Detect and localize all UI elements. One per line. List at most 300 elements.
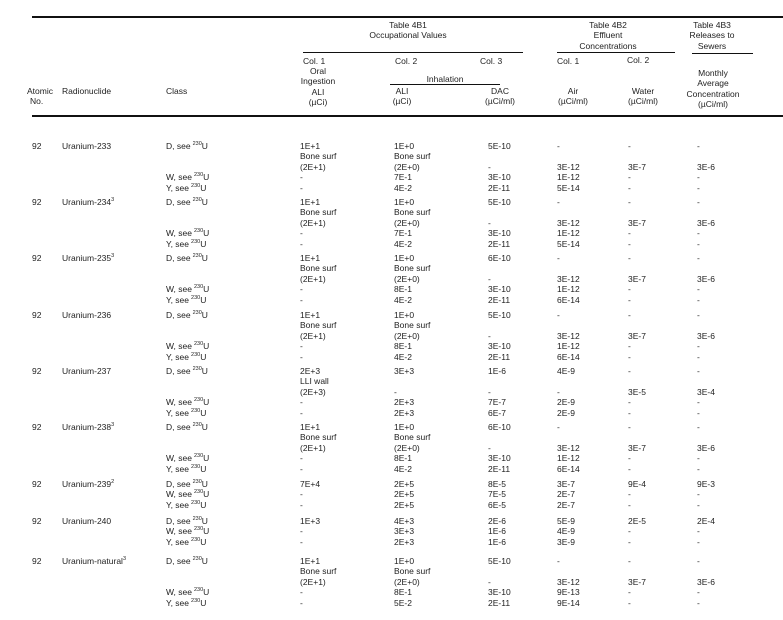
table-row bbox=[0, 453, 783, 463]
oral-ali-value: Bone surf bbox=[300, 263, 337, 274]
inhalation-ali-value: 7E-1 bbox=[394, 228, 412, 239]
table-row bbox=[0, 253, 783, 263]
class-cell bbox=[166, 422, 208, 432]
isotope-mass: 230 bbox=[192, 422, 202, 428]
class-cell bbox=[166, 479, 208, 489]
element-symbol: U bbox=[201, 422, 208, 432]
water-value: 3E-7 bbox=[628, 330, 646, 341]
oral-ali-value: (2E+1) bbox=[300, 217, 326, 228]
class-cell bbox=[166, 537, 206, 547]
sewer-conc-value: - bbox=[697, 453, 700, 464]
table-row bbox=[0, 228, 783, 238]
oral-ali-value: 7E+4 bbox=[300, 479, 321, 489]
sewer-conc-value: - bbox=[697, 397, 700, 408]
atomic-number: 92 bbox=[32, 556, 42, 566]
element-symbol: U bbox=[203, 397, 210, 408]
air-value: - bbox=[557, 310, 560, 320]
table-row bbox=[0, 331, 783, 341]
air-value: 4E-9 bbox=[557, 366, 575, 376]
sewer-conc-value: - bbox=[697, 253, 700, 263]
col2-4b2-label: Col. 2 bbox=[627, 55, 650, 65]
table-4b3-title: Table 4B3 Releases to Sewers bbox=[689, 20, 735, 51]
class-prefix: W, see bbox=[166, 284, 192, 295]
oral-ali-value: 1E+1 bbox=[300, 556, 321, 566]
class-cell bbox=[166, 516, 208, 526]
air-value: 6E-14 bbox=[557, 294, 580, 305]
inhalation-ali-value: - bbox=[394, 386, 397, 397]
inhalation-ali-value: (2E+0) bbox=[394, 161, 420, 172]
table-row bbox=[0, 516, 783, 526]
sewer-conc-value: 3E-6 bbox=[697, 217, 715, 228]
element-symbol: U bbox=[201, 556, 208, 566]
air-value: 1E-12 bbox=[557, 228, 580, 239]
oral-ingestion-ali-header: Oral Ingestion ALI (µCi) bbox=[300, 66, 336, 108]
footnote-marker: 3 bbox=[111, 197, 115, 203]
table-row bbox=[0, 197, 783, 207]
sewer-conc-value: - bbox=[697, 284, 700, 295]
element-symbol: U bbox=[200, 238, 207, 249]
footnote-marker: 2 bbox=[111, 479, 115, 485]
table-4b2-title: Table 4B2 Effluent Concentrations bbox=[579, 20, 637, 51]
col1-4b1-label: Col. 1 bbox=[303, 56, 326, 66]
class-cell bbox=[166, 239, 206, 249]
oral-ali-value: - bbox=[300, 294, 303, 305]
water-value: - bbox=[628, 587, 631, 598]
table-row bbox=[0, 162, 783, 172]
inhalation-ali-value: 3E+3 bbox=[394, 526, 415, 537]
inhalation-ali-value: 8E-1 bbox=[394, 453, 412, 464]
oral-ali-value: - bbox=[300, 536, 303, 547]
class-cell bbox=[166, 408, 206, 418]
class-cell bbox=[166, 500, 206, 510]
class-cell bbox=[166, 598, 206, 608]
air-header: Air (µCi/ml) bbox=[558, 86, 588, 107]
atomic-number: 92 bbox=[32, 197, 42, 207]
inhalation-ali-value: (2E+0) bbox=[394, 442, 420, 453]
oral-ali-value: - bbox=[300, 499, 303, 510]
air-value: 2E-7 bbox=[557, 489, 575, 500]
radionuclide-group bbox=[0, 366, 783, 418]
dac-value: 1E-6 bbox=[488, 526, 506, 537]
inhalation-ali-value: 1E+0 bbox=[394, 556, 415, 566]
table-row bbox=[0, 376, 783, 386]
air-value: 1E-12 bbox=[557, 341, 580, 352]
inhalation-ali-value: 2E+5 bbox=[394, 479, 415, 489]
oral-ali-value: 1E+1 bbox=[300, 141, 321, 151]
water-value: - bbox=[628, 294, 631, 305]
inhalation-ali-header: ALI (µCi) bbox=[392, 86, 412, 107]
isotope-mass: 230 bbox=[192, 197, 202, 203]
class-prefix: D, see bbox=[166, 253, 191, 263]
air-value: 1E-12 bbox=[557, 172, 580, 183]
radionuclide-name-text: Uranium-234 bbox=[62, 197, 112, 207]
table-row bbox=[0, 310, 783, 320]
dac-value: 2E-11 bbox=[488, 238, 511, 249]
class-prefix: Y, see bbox=[166, 499, 190, 510]
table-row bbox=[0, 207, 783, 217]
table-row bbox=[0, 274, 783, 284]
class-cell bbox=[166, 253, 208, 263]
radionuclide-name bbox=[62, 422, 114, 432]
air-value: 9E-14 bbox=[557, 597, 580, 608]
element-symbol: U bbox=[201, 366, 208, 376]
dac-value: - bbox=[488, 217, 491, 228]
dac-value: 1E-6 bbox=[488, 536, 506, 547]
inhalation-ali-value: 8E-1 bbox=[394, 341, 412, 352]
table-row bbox=[0, 397, 783, 407]
class-prefix: W, see bbox=[166, 172, 192, 183]
oral-ali-value: - bbox=[300, 526, 303, 537]
dac-value: - bbox=[488, 386, 491, 397]
dac-value: 3E-10 bbox=[488, 341, 511, 352]
inhalation-ali-value: 7E-1 bbox=[394, 172, 412, 183]
table-row bbox=[0, 500, 783, 510]
inhalation-ali-value: Bone surf bbox=[394, 320, 431, 331]
class-prefix: D, see bbox=[166, 516, 191, 526]
dac-value: 2E-11 bbox=[488, 463, 511, 474]
dac-value: 6E-7 bbox=[488, 407, 506, 418]
class-prefix: D, see bbox=[166, 141, 191, 151]
inhalation-ali-value: Bone surf bbox=[394, 207, 431, 218]
table-row bbox=[0, 151, 783, 161]
inhalation-ali-value: Bone surf bbox=[394, 566, 431, 577]
inhalation-ali-value: 4E-2 bbox=[394, 182, 412, 193]
sewer-conc-value: 3E-4 bbox=[697, 386, 715, 397]
atomic-number: 92 bbox=[32, 479, 42, 489]
radionuclide-name bbox=[62, 310, 111, 320]
water-value: - bbox=[628, 536, 631, 547]
inhalation-ali-value: 4E-2 bbox=[394, 294, 412, 305]
oral-ali-value: (2E+1) bbox=[300, 442, 326, 453]
inhalation-ali-value: 1E+0 bbox=[394, 197, 415, 207]
col1-4b2-label: Col. 1 bbox=[557, 56, 580, 66]
water-value: - bbox=[628, 453, 631, 464]
inhalation-ali-value: 8E-1 bbox=[394, 587, 412, 598]
inhalation-ali-value: 3E+3 bbox=[394, 366, 415, 376]
inhalation-header: Inhalation bbox=[426, 74, 464, 84]
oral-ali-value: Bone surf bbox=[300, 207, 337, 218]
oral-ali-value: 1E+3 bbox=[300, 516, 321, 526]
table-row bbox=[0, 526, 783, 536]
class-cell bbox=[166, 197, 208, 207]
element-symbol: U bbox=[203, 341, 210, 352]
sewer-conc-value: - bbox=[697, 182, 700, 193]
oral-ali-value: - bbox=[300, 587, 303, 598]
sewer-conc-value: - bbox=[697, 556, 700, 566]
radionuclide-group bbox=[0, 422, 783, 474]
class-cell bbox=[166, 366, 208, 376]
class-prefix: W, see bbox=[166, 526, 192, 537]
air-value: 5E-14 bbox=[557, 182, 580, 193]
table-row bbox=[0, 479, 783, 489]
dac-value: 3E-10 bbox=[488, 284, 511, 295]
air-value: 2E-9 bbox=[557, 407, 575, 418]
class-cell bbox=[166, 352, 206, 362]
table-row bbox=[0, 556, 783, 566]
table-row bbox=[0, 366, 783, 376]
radionuclide-group bbox=[0, 516, 783, 547]
sewer-conc-value: 3E-6 bbox=[697, 442, 715, 453]
water-value: - bbox=[628, 284, 631, 295]
water-value: - bbox=[628, 172, 631, 183]
table-row bbox=[0, 443, 783, 453]
table-row bbox=[0, 432, 783, 442]
dac-value: 3E-10 bbox=[488, 453, 511, 464]
inhalation-ali-value: (2E+0) bbox=[394, 576, 420, 587]
oral-ali-value: - bbox=[300, 228, 303, 239]
footnote-marker: 3 bbox=[111, 253, 115, 259]
air-value: - bbox=[557, 197, 560, 207]
radionuclide-header: Radionuclide bbox=[62, 86, 112, 96]
dac-value: 2E-6 bbox=[488, 516, 506, 526]
dac-value: 1E-6 bbox=[488, 366, 506, 376]
air-value: 3E-12 bbox=[557, 330, 580, 341]
air-value: - bbox=[557, 253, 560, 263]
isotope-mass: 230 bbox=[191, 294, 201, 301]
water-value: 3E-7 bbox=[628, 576, 646, 587]
air-value: 6E-14 bbox=[557, 463, 580, 474]
inhalation-ali-value: 8E-1 bbox=[394, 284, 412, 295]
air-value: 2E-7 bbox=[557, 499, 575, 510]
water-value: - bbox=[628, 310, 631, 320]
water-value: 3E-7 bbox=[628, 217, 646, 228]
table-4b2-rule bbox=[557, 52, 675, 53]
inhalation-ali-value: 1E+0 bbox=[394, 141, 415, 151]
inhalation-ali-value: 5E-2 bbox=[394, 597, 412, 608]
class-prefix: Y, see bbox=[166, 463, 190, 474]
table-row bbox=[0, 537, 783, 547]
dac-value: 2E-11 bbox=[488, 351, 511, 362]
radionuclide-name bbox=[62, 366, 111, 376]
atomic-number: 92 bbox=[32, 366, 42, 376]
class-prefix: W, see bbox=[166, 453, 192, 464]
water-value: - bbox=[628, 238, 631, 249]
atomic-number: 92 bbox=[32, 310, 42, 320]
oral-ali-value: 1E+1 bbox=[300, 422, 321, 432]
table-row bbox=[0, 566, 783, 576]
element-symbol: U bbox=[201, 253, 208, 263]
atomic-number: 92 bbox=[32, 141, 42, 151]
sewer-conc-value: 3E-6 bbox=[697, 273, 715, 284]
dac-header: DAC (µCi/ml) bbox=[485, 86, 515, 107]
water-value: - bbox=[628, 228, 631, 239]
table-row bbox=[0, 284, 783, 294]
class-cell bbox=[166, 284, 209, 294]
isotope-mass: 230 bbox=[192, 366, 202, 372]
dac-value: 2E-11 bbox=[488, 294, 511, 305]
water-value: - bbox=[628, 597, 631, 608]
sewer-conc-value: - bbox=[697, 489, 700, 500]
element-symbol: U bbox=[200, 351, 207, 362]
air-value: 6E-14 bbox=[557, 351, 580, 362]
class-prefix: D, see bbox=[166, 366, 191, 376]
class-prefix: Y, see bbox=[166, 407, 190, 418]
water-value: 9E-4 bbox=[628, 479, 646, 489]
isotope-mass: 230 bbox=[191, 536, 201, 543]
class-cell bbox=[166, 228, 209, 238]
water-value: - bbox=[628, 499, 631, 510]
inhalation-ali-value: 2E+3 bbox=[394, 536, 415, 547]
oral-ali-value: - bbox=[300, 351, 303, 362]
water-value: - bbox=[628, 422, 631, 432]
water-value: - bbox=[628, 397, 631, 408]
dac-value: 5E-10 bbox=[488, 310, 511, 320]
water-value: - bbox=[628, 351, 631, 362]
isotope-mass: 230 bbox=[191, 238, 201, 245]
class-cell bbox=[166, 587, 209, 597]
oral-ali-value: 1E+1 bbox=[300, 253, 321, 263]
radionuclide-name bbox=[62, 197, 114, 207]
class-prefix: Y, see bbox=[166, 182, 190, 193]
air-value: - bbox=[557, 141, 560, 151]
inhalation-ali-value: 4E-2 bbox=[394, 238, 412, 249]
oral-ali-value: - bbox=[300, 489, 303, 500]
dac-value: 5E-10 bbox=[488, 141, 511, 151]
top-rule bbox=[32, 16, 783, 18]
class-cell bbox=[166, 453, 209, 463]
inhalation-ali-value: 1E+0 bbox=[394, 310, 415, 320]
air-value: - bbox=[557, 556, 560, 566]
air-value: 1E-12 bbox=[557, 453, 580, 464]
oral-ali-value: Bone surf bbox=[300, 151, 337, 162]
air-value: 4E-9 bbox=[557, 526, 575, 537]
class-prefix: Y, see bbox=[166, 351, 190, 362]
atomic-no-header: Atomic No. bbox=[27, 86, 53, 107]
table-row bbox=[0, 352, 783, 362]
water-value: - bbox=[628, 253, 631, 263]
air-value: 2E-9 bbox=[557, 397, 575, 408]
water-header: Water (µCi/ml) bbox=[628, 86, 658, 107]
isotope-mass: 230 bbox=[191, 351, 201, 358]
sewer-conc-value: - bbox=[697, 351, 700, 362]
class-prefix: W, see bbox=[166, 341, 192, 352]
sewer-conc-value: 9E-3 bbox=[697, 479, 715, 489]
class-cell bbox=[166, 341, 209, 351]
element-symbol: U bbox=[203, 489, 210, 500]
radionuclide-name-text: Uranium-natural bbox=[62, 556, 123, 566]
dac-value: 3E-10 bbox=[488, 172, 511, 183]
oral-ali-value: 1E+1 bbox=[300, 310, 321, 320]
oral-ali-value: Bone surf bbox=[300, 320, 337, 331]
dac-value: 8E-5 bbox=[488, 479, 506, 489]
class-cell bbox=[166, 295, 206, 305]
class-prefix: D, see bbox=[166, 479, 191, 489]
class-prefix: D, see bbox=[166, 197, 191, 207]
water-value: 3E-7 bbox=[628, 442, 646, 453]
table-row bbox=[0, 598, 783, 608]
isotope-mass: 230 bbox=[191, 597, 201, 604]
oral-ali-value: - bbox=[300, 407, 303, 418]
class-prefix: W, see bbox=[166, 587, 192, 598]
element-symbol: U bbox=[200, 597, 207, 608]
radionuclide-name bbox=[62, 516, 111, 526]
table-row bbox=[0, 320, 783, 330]
sewer-conc-value: - bbox=[697, 294, 700, 305]
isotope-mass: 230 bbox=[193, 489, 204, 496]
dac-value: 5E-10 bbox=[488, 197, 511, 207]
air-value: 5E-9 bbox=[557, 516, 575, 526]
class-cell bbox=[166, 556, 208, 566]
table-row bbox=[0, 341, 783, 351]
class-prefix: W, see bbox=[166, 228, 192, 239]
sewer-conc-value: 3E-6 bbox=[697, 330, 715, 341]
oral-ali-value: - bbox=[300, 172, 303, 183]
dac-value: 7E-5 bbox=[488, 489, 506, 500]
atomic-number: 92 bbox=[32, 253, 42, 263]
table-row bbox=[0, 577, 783, 587]
element-symbol: U bbox=[203, 453, 210, 464]
table-row bbox=[0, 172, 783, 182]
oral-ali-value: - bbox=[300, 463, 303, 474]
class-prefix: Y, see bbox=[166, 597, 190, 608]
sewer-conc-value: - bbox=[697, 238, 700, 249]
radionuclide-name-text: Uranium-239 bbox=[62, 479, 112, 489]
oral-ali-value: - bbox=[300, 597, 303, 608]
table-row bbox=[0, 239, 783, 249]
class-cell bbox=[166, 172, 209, 182]
isotope-mass: 230 bbox=[193, 397, 204, 404]
water-value: - bbox=[628, 463, 631, 474]
sewer-conc-value: - bbox=[697, 526, 700, 537]
air-value: 1E-12 bbox=[557, 284, 580, 295]
water-value: - bbox=[628, 556, 631, 566]
radionuclide-name-text: Uranium-236 bbox=[62, 310, 112, 320]
class-cell bbox=[166, 397, 209, 407]
table-row bbox=[0, 183, 783, 193]
class-cell bbox=[166, 464, 206, 474]
inhalation-ali-value: Bone surf bbox=[394, 263, 431, 274]
inhalation-ali-value: Bone surf bbox=[394, 432, 431, 443]
air-value: 5E-14 bbox=[557, 238, 580, 249]
oral-ali-value: - bbox=[300, 341, 303, 352]
sewer-conc-value: - bbox=[697, 597, 700, 608]
sewer-conc-value: - bbox=[697, 228, 700, 239]
water-value: - bbox=[628, 341, 631, 352]
sewer-conc-value: - bbox=[697, 499, 700, 510]
radionuclide-name-text: Uranium-235 bbox=[62, 253, 112, 263]
oral-ali-value: - bbox=[300, 397, 303, 408]
element-symbol: U bbox=[203, 172, 210, 183]
oral-ali-value: - bbox=[300, 453, 303, 464]
class-cell bbox=[166, 526, 209, 536]
element-symbol: U bbox=[203, 284, 210, 295]
dac-value: 3E-10 bbox=[488, 587, 511, 598]
atomic-number: 92 bbox=[32, 516, 42, 526]
isotope-mass: 230 bbox=[191, 499, 201, 506]
sewer-conc-value: - bbox=[697, 407, 700, 418]
oral-ali-value: 1E+1 bbox=[300, 197, 321, 207]
radionuclide-name-text: Uranium-233 bbox=[62, 141, 112, 151]
element-symbol: U bbox=[203, 587, 210, 598]
inhalation-ali-value: (2E+0) bbox=[394, 273, 420, 284]
isotope-mass: 230 bbox=[193, 453, 204, 460]
oral-ali-value: Bone surf bbox=[300, 432, 337, 443]
element-symbol: U bbox=[203, 526, 210, 537]
dac-value: 3E-10 bbox=[488, 228, 511, 239]
sewer-conc-value: - bbox=[697, 366, 700, 376]
inhalation-ali-value: 4E+3 bbox=[394, 516, 415, 526]
radionuclide-group bbox=[0, 197, 783, 249]
atomic-number: 92 bbox=[32, 422, 42, 432]
class-prefix: D, see bbox=[166, 556, 191, 566]
sewer-conc-value: - bbox=[697, 141, 700, 151]
inhalation-ali-value: 2E+5 bbox=[394, 499, 415, 510]
water-value: - bbox=[628, 407, 631, 418]
inhalation-ali-value: 2E+5 bbox=[394, 489, 415, 500]
sewer-conc-value: - bbox=[697, 587, 700, 598]
dac-value: 2E-11 bbox=[488, 597, 511, 608]
radionuclide-name-text: Uranium-240 bbox=[62, 516, 112, 526]
